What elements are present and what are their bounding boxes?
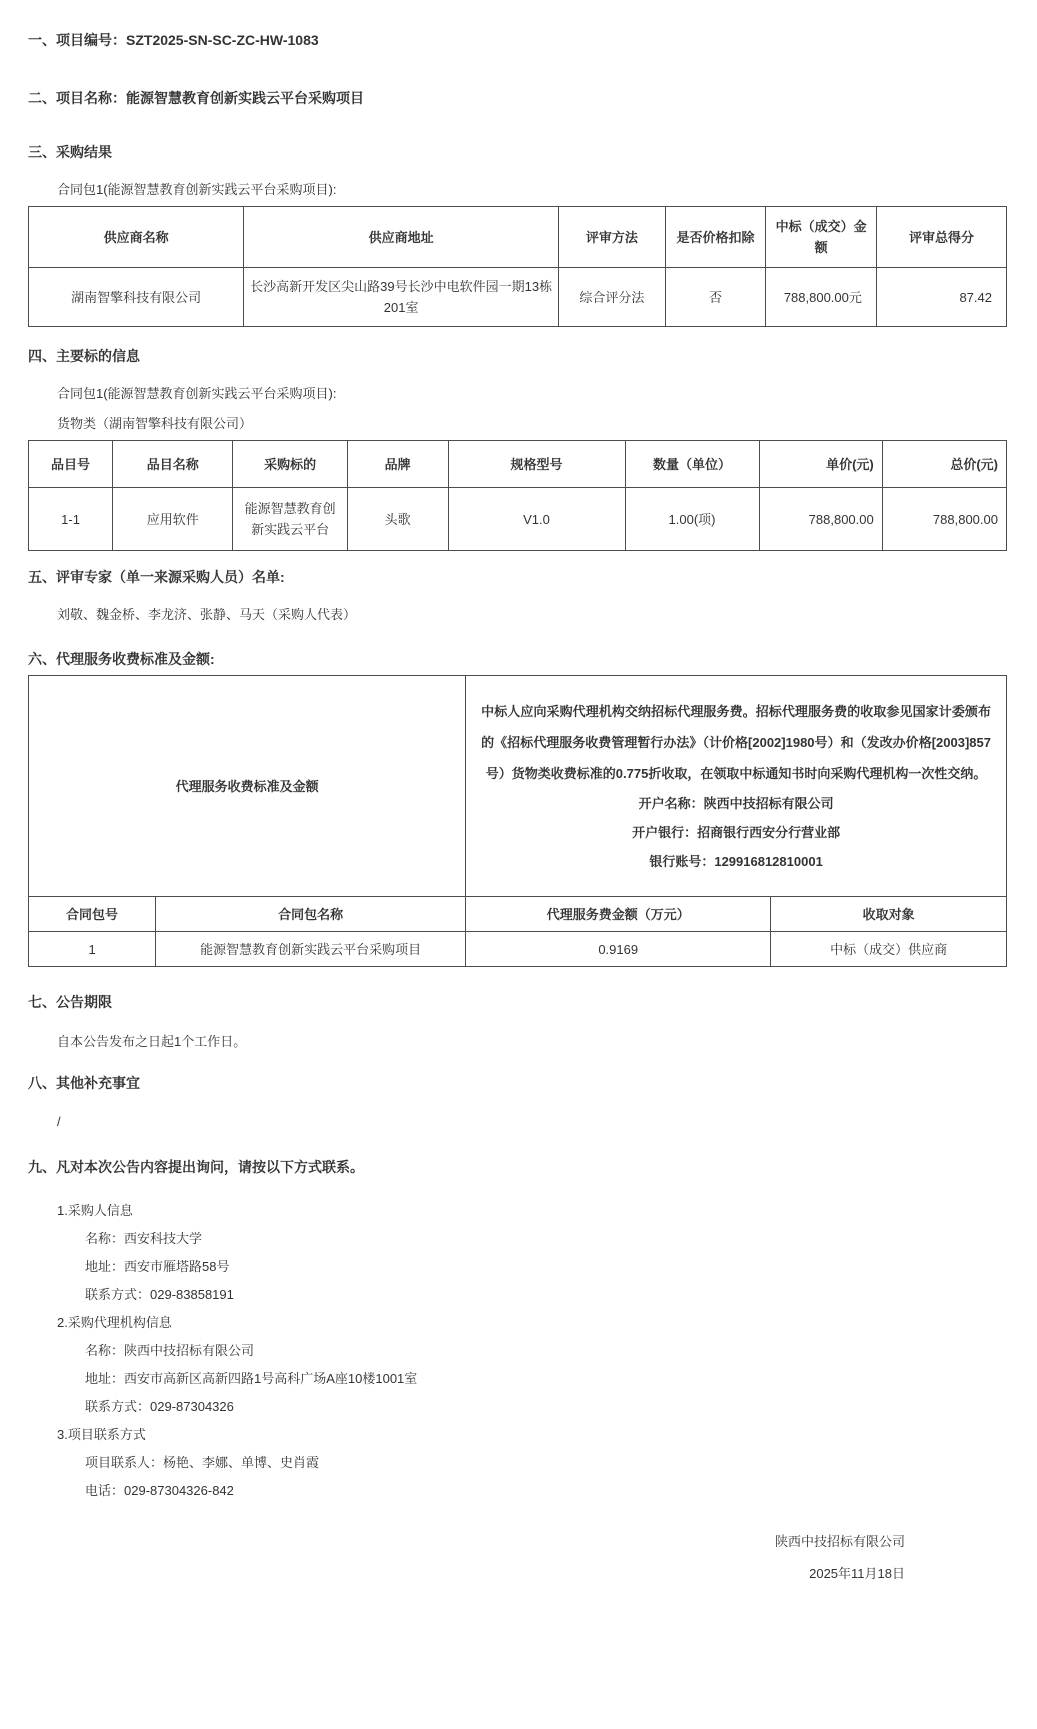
supplier-address-header: 供应商地址 xyxy=(244,207,559,268)
agency-fee-label-cell: 代理服务收费标准及金额 xyxy=(29,676,466,897)
supplier-name-cell: 湖南智擎科技有限公司 xyxy=(29,268,244,327)
supplier-name-header: 供应商名称 xyxy=(29,207,244,268)
procurement-subject-header: 采购标的 xyxy=(233,441,347,488)
project-number-label: 一、项目编号： xyxy=(28,32,126,48)
award-amount-header: 中标（成交）金额 xyxy=(766,207,877,268)
brand-header: 品牌 xyxy=(347,441,448,488)
agency-info-title: 2.采购代理机构信息 xyxy=(57,1315,172,1330)
fee-payer-cell: 中标（成交）供应商 xyxy=(771,932,1007,967)
purchaser-name: 名称：西安科技大学 xyxy=(85,1231,203,1246)
package-no-header: 合同包号 xyxy=(29,897,156,932)
subject-package-intro: 合同包1(能源智慧教育创新实践云平台采购项目): xyxy=(57,386,337,401)
item-no-cell: 1-1 xyxy=(29,488,113,551)
result-table xyxy=(28,206,1007,327)
purchaser-info-title: 1.采购人信息 xyxy=(57,1203,133,1218)
agency-name: 名称：陕西中技招标有限公司 xyxy=(85,1343,255,1358)
account-number-line: 银行账号：129916812810001 xyxy=(649,854,823,869)
subject-table-row xyxy=(29,488,1007,551)
package-name-header: 合同包名称 xyxy=(156,897,466,932)
project-number-value: SZT2025-SN-SC-ZC-HW-1083 xyxy=(126,32,319,48)
agency-fee-main-row xyxy=(29,676,1007,897)
quantity-header: 数量（单位） xyxy=(625,441,759,488)
fee-amount-cell: 0.9169 xyxy=(466,932,771,967)
procurement-result-heading: 三、采购结果 xyxy=(28,144,112,160)
notice-period-body: 自本公告发布之日起1个工作日。 xyxy=(57,1034,247,1049)
item-name-header: 品目名称 xyxy=(113,441,233,488)
purchaser-tel: 联系方式：029-83858191 xyxy=(85,1287,234,1302)
account-name-line: 开户名称：陕西中技招标有限公司 xyxy=(638,796,834,811)
result-table-header-row xyxy=(29,207,1007,268)
spec-model-header: 规格型号 xyxy=(448,441,625,488)
agency-fee-table xyxy=(28,675,1007,967)
project-contacts: 项目联系人：杨艳、李娜、单博、史肖霞 xyxy=(85,1455,320,1470)
item-no-header: 品目号 xyxy=(29,441,113,488)
other-matters-heading: 八、其他补充事宜 xyxy=(28,1075,140,1091)
procurement-subject-cell: 能源智慧教育创新实践云平台 xyxy=(233,488,347,551)
review-method-cell: 综合评分法 xyxy=(559,268,666,327)
total-score-cell: 87.42 xyxy=(876,268,1006,327)
footer xyxy=(28,1532,1007,1584)
agency-fee-detail-cell xyxy=(466,676,1007,897)
agency-fee-heading: 六、代理服务收费标准及金额: xyxy=(28,651,215,667)
notice-period-heading: 七、公告期限 xyxy=(28,994,112,1010)
agency-fee-paragraph: 中标人应向采购代理机构交纳招标代理服务费。招标代理服务费的收取参见国家计委颁布的《招标代理服务收费管理暂行办法》（计价格[2002]1980号）和（发改办价格[2003]857号）货物类收费标准的0.775折收取，在领取中标通知书时向采购代理机构一次性交纳。 xyxy=(481,704,991,781)
subject-category-line: 货物类（湖南智擎科技有限公司） xyxy=(57,416,253,431)
total-score-header: 评审总得分 xyxy=(876,207,1006,268)
quantity-cell: 1.00(项) xyxy=(625,488,759,551)
experts-heading: 五、评审专家（单一来源采购人员）名单: xyxy=(28,569,285,585)
agency-tel: 联系方式：029-87304326 xyxy=(85,1399,234,1414)
purchaser-address: 地址：西安市雁塔路58号 xyxy=(85,1259,230,1274)
subject-table-header-row xyxy=(29,441,1007,488)
project-contact-title: 3.项目联系方式 xyxy=(57,1427,146,1442)
contact-block xyxy=(28,1197,1007,1505)
subject-info-heading: 四、主要标的信息 xyxy=(28,348,140,364)
price-deduction-cell: 否 xyxy=(665,268,766,327)
bank-name-line: 开户银行：招商银行西安分行营业部 xyxy=(632,825,841,840)
result-table-row xyxy=(29,268,1007,327)
agency-address: 地址：西安市高新区高新四路1号高科广场A座10楼1001室 xyxy=(85,1371,418,1386)
total-price-header: 总价(元) xyxy=(882,441,1006,488)
agency-fee-data-row xyxy=(29,932,1007,967)
project-name-value: 能源智慧教育创新实践云平台采购项目 xyxy=(126,90,364,106)
award-amount-cell: 788,800.00元 xyxy=(766,268,877,327)
price-deduction-header: 是否价格扣除 xyxy=(665,207,766,268)
review-method-header: 评审方法 xyxy=(559,207,666,268)
fee-amount-header: 代理服务费金额（万元） xyxy=(466,897,771,932)
item-name-cell: 应用软件 xyxy=(113,488,233,551)
project-name-label: 二、项目名称： xyxy=(28,90,126,106)
project-tel: 电话：029-87304326-842 xyxy=(85,1483,234,1498)
brand-cell: 头歌 xyxy=(347,488,448,551)
other-matters-body: / xyxy=(57,1114,61,1129)
project-name-line xyxy=(28,88,1007,108)
agency-fee-subheader-row xyxy=(29,897,1007,932)
unit-price-header: 单价(元) xyxy=(759,441,882,488)
package-name-cell: 能源智慧教育创新实践云平台采购项目 xyxy=(156,932,466,967)
subject-table xyxy=(28,440,1007,551)
experts-list: 刘敬、魏金桥、李龙济、张静、马天（采购人代表） xyxy=(57,607,357,622)
unit-price-cell: 788,800.00 xyxy=(759,488,882,551)
total-price-cell: 788,800.00 xyxy=(882,488,1006,551)
project-number-line xyxy=(28,30,1007,50)
contact-heading: 九、凡对本次公告内容提出询问，请按以下方式联系。 xyxy=(28,1159,364,1175)
spec-model-cell: V1.0 xyxy=(448,488,625,551)
supplier-address-cell: 长沙高新开发区尖山路39号长沙中电软件园一期13栋201室 xyxy=(244,268,559,327)
package-no-cell: 1 xyxy=(29,932,156,967)
footer-date: 2025年11月18日 xyxy=(809,1566,905,1581)
fee-payer-header: 收取对象 xyxy=(771,897,1007,932)
footer-org: 陕西中技招标有限公司 xyxy=(774,1534,905,1549)
result-package-intro: 合同包1(能源智慧教育创新实践云平台采购项目): xyxy=(57,182,337,197)
